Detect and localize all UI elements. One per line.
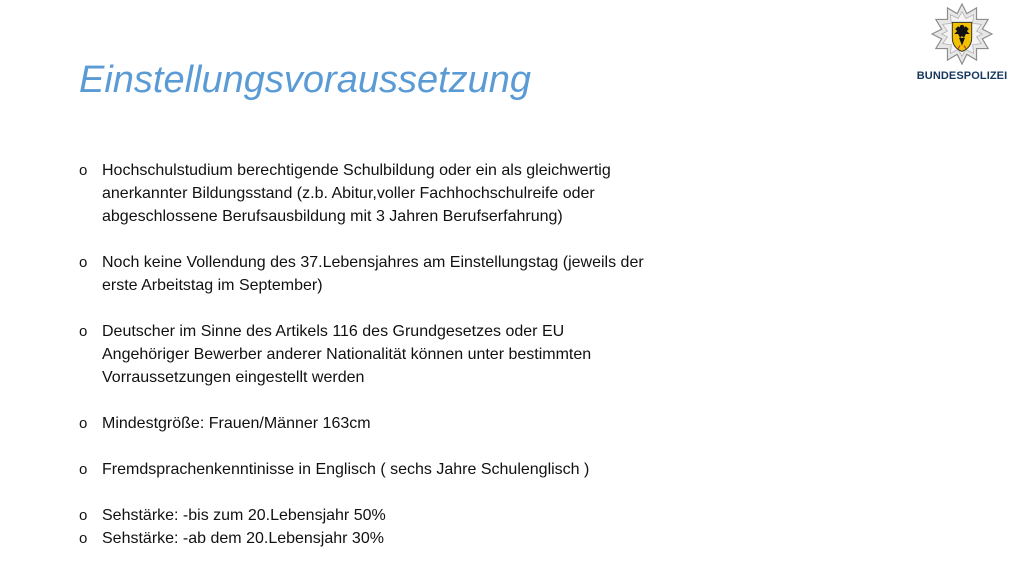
requirements-list: [79, 159, 719, 550]
item-line: erste Arbeitstag im September): [102, 277, 323, 294]
slide-title: Einstellungsvoraussetzung: [79, 59, 532, 101]
bullet-icon: o: [79, 323, 88, 340]
eagle-star-badge-icon: [931, 2, 993, 66]
bullet-icon: o: [79, 507, 88, 524]
list-item: [79, 458, 719, 481]
item-line: Sehstärke: -ab dem 20.Lebensjahr 30%: [102, 530, 384, 547]
bundespolizei-logo: [912, 2, 1012, 86]
list-item: [79, 504, 719, 527]
item-line: Mindestgröße: Frauen/Männer 163cm: [102, 415, 371, 432]
bullet-icon: o: [79, 530, 88, 547]
item-line: Hochschulstudium berechtigende Schulbildung oder ein als gleichwertig: [102, 162, 611, 179]
item-line: Angehöriger Bewerber anderer Nationalität können unter bestimmten: [102, 346, 592, 363]
item-line: Sehstärke: -bis zum 20.Lebensjahr 50%: [102, 507, 386, 524]
bullet-icon: o: [79, 461, 88, 478]
bullet-icon: o: [79, 415, 88, 432]
list-item: [79, 527, 719, 550]
item-line: Noch keine Vollendung des 37.Lebensjahres am Einstellungstag (jeweils der: [102, 254, 644, 271]
item-line: abgeschlossene Berufsausbildung mit 3 Jahren Berufserfahrung): [102, 208, 563, 225]
item-line: anerkannter Bildungsstand (z.b. Abitur,voller Fachhochschulreife oder: [102, 185, 595, 202]
bullet-icon: o: [79, 162, 88, 179]
logo-label: BUNDESPOLIZEI: [916, 70, 1008, 82]
list-item: [79, 251, 719, 297]
item-line: Fremdsprachenkenntinisse in Englisch ( sechs Jahre Schulenglisch ): [102, 461, 590, 478]
item-line: Vorraussetzungen eingestellt werden: [102, 369, 365, 386]
list-item: [79, 320, 719, 389]
list-item: [79, 412, 719, 435]
item-line: Deutscher im Sinne des Artikels 116 des Grundgesetzes oder EU: [102, 323, 565, 340]
list-item: [79, 159, 719, 228]
bullet-icon: o: [79, 254, 88, 271]
